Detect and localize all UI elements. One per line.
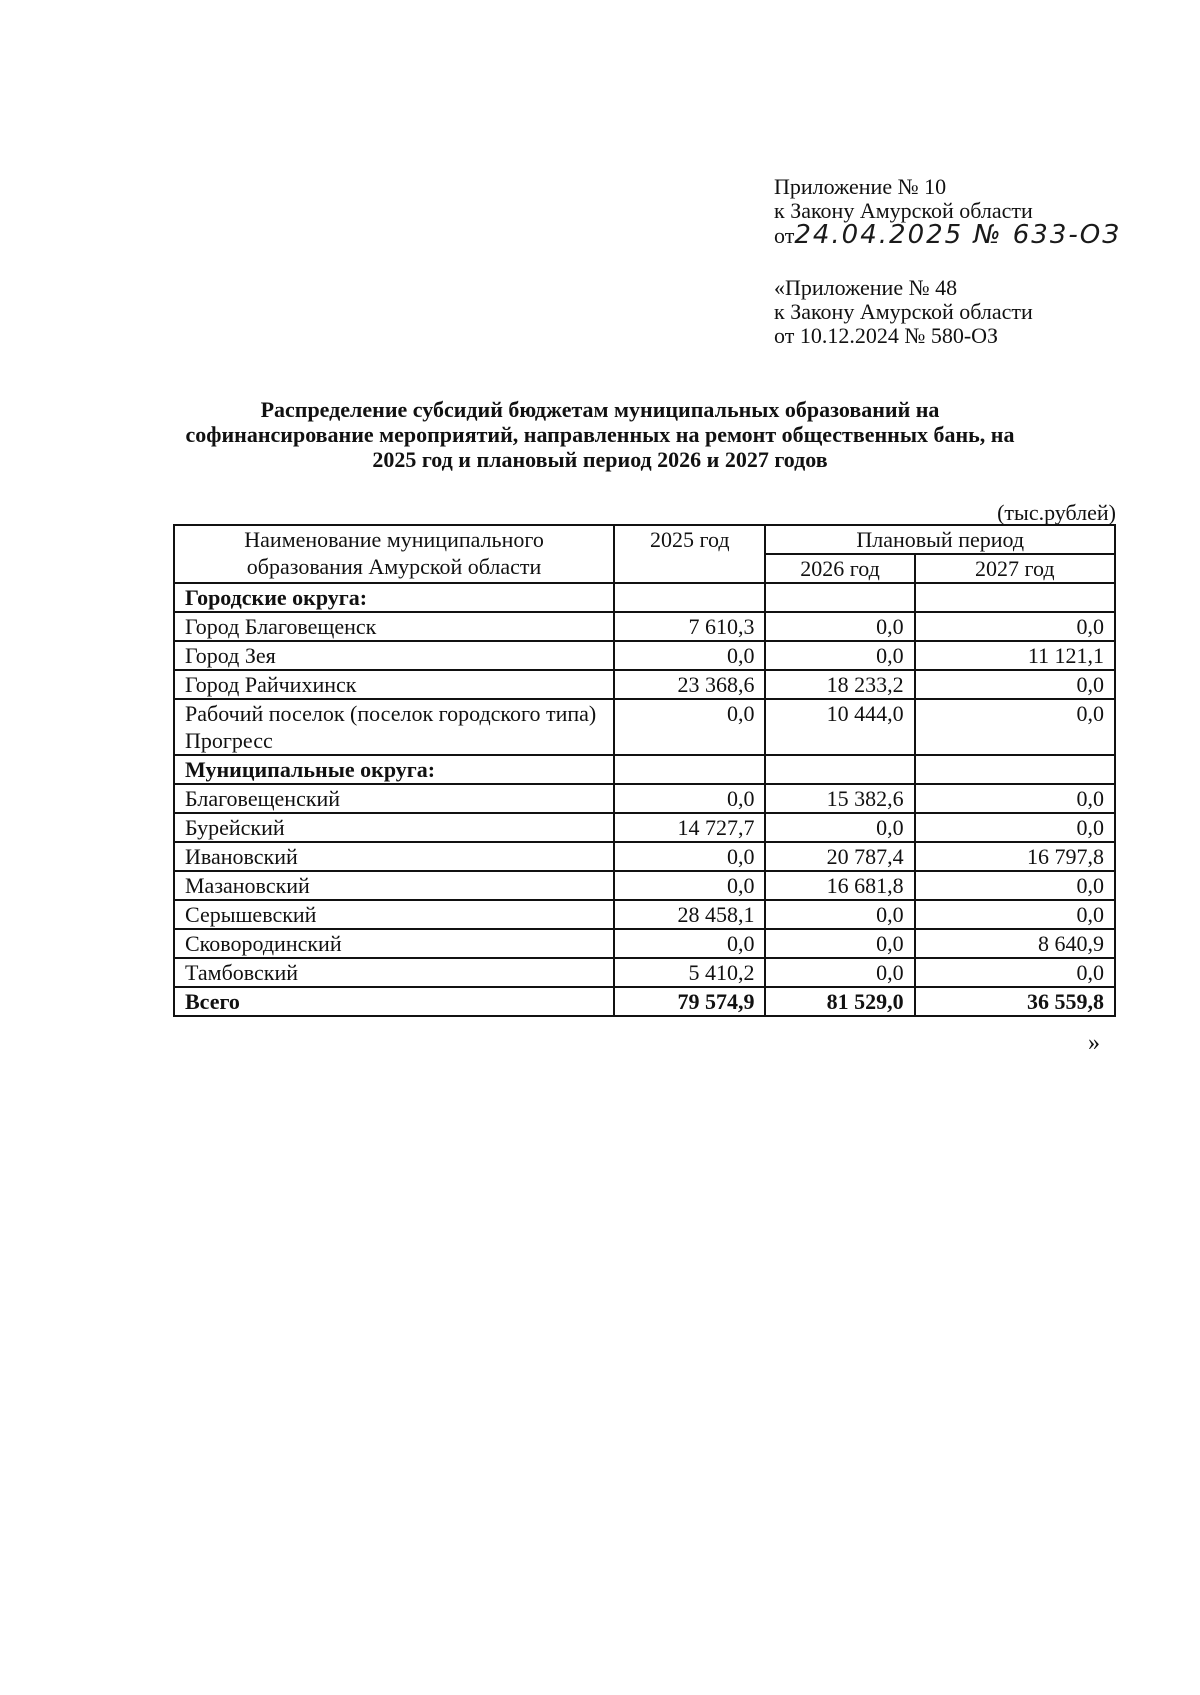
value-2027: 0,0 bbox=[915, 699, 1115, 755]
municipality-name: Город Райчихинск bbox=[174, 670, 614, 699]
municipality-name: Ивановский bbox=[174, 842, 614, 871]
value-2026: 18 233,2 bbox=[765, 670, 914, 699]
table-row bbox=[174, 929, 1115, 958]
total-row bbox=[174, 987, 1115, 1016]
appendix-date-prefix: от bbox=[774, 223, 795, 248]
value-2026: 0,0 bbox=[765, 900, 914, 929]
table-row bbox=[174, 813, 1115, 842]
appendix-law-reference: к Закону Амурской области bbox=[774, 198, 1033, 223]
title-line-3: 2025 год и плановый период 2026 и 2027 годов bbox=[372, 447, 828, 472]
table-row bbox=[174, 641, 1115, 670]
table-row bbox=[174, 612, 1115, 641]
table-row bbox=[174, 670, 1115, 699]
value-2025: 7 610,3 bbox=[614, 612, 765, 641]
header-year-2026: 2026 год bbox=[765, 554, 914, 583]
section-row bbox=[174, 755, 1115, 784]
total-2026: 81 529,0 bbox=[765, 987, 914, 1016]
value-2027: 11 121,1 bbox=[915, 641, 1115, 670]
value-2025: 14 727,7 bbox=[614, 813, 765, 842]
value-2026: 15 382,6 bbox=[765, 784, 914, 813]
section-empty-cell bbox=[915, 583, 1115, 612]
amended-appendix-number: «Приложение № 48 bbox=[774, 275, 958, 300]
appendix-number: Приложение № 10 bbox=[774, 174, 947, 199]
section-title: Городские округа: bbox=[174, 583, 614, 612]
municipality-name: Бурейский bbox=[174, 813, 614, 842]
municipality-name: Сковородинский bbox=[174, 929, 614, 958]
closing-quote: » bbox=[1088, 1030, 1100, 1056]
value-2025: 0,0 bbox=[614, 842, 765, 871]
value-2026: 0,0 bbox=[765, 641, 914, 670]
value-2026: 20 787,4 bbox=[765, 842, 914, 871]
value-2027: 0,0 bbox=[915, 612, 1115, 641]
value-2025: 0,0 bbox=[614, 871, 765, 900]
table-row bbox=[174, 699, 1115, 755]
value-2025: 28 458,1 bbox=[614, 900, 765, 929]
table-row bbox=[174, 871, 1115, 900]
section-empty-cell bbox=[765, 583, 914, 612]
value-2026: 0,0 bbox=[765, 929, 914, 958]
value-2025: 0,0 bbox=[614, 784, 765, 813]
value-2027: 0,0 bbox=[915, 670, 1115, 699]
municipality-name: Серышевский bbox=[174, 900, 614, 929]
municipality-name: Тамбовский bbox=[174, 958, 614, 987]
municipality-name: Благовещенский bbox=[174, 784, 614, 813]
value-2026: 0,0 bbox=[765, 612, 914, 641]
header-planned-period: Плановый период bbox=[765, 525, 1115, 554]
appendix-date-line bbox=[774, 220, 1121, 250]
municipality-name: Город Благовещенск bbox=[174, 612, 614, 641]
table-row bbox=[174, 784, 1115, 813]
title-line-1: Распределение субсидий бюджетам муниципальных образований на bbox=[260, 397, 940, 422]
value-2027: 0,0 bbox=[915, 958, 1115, 987]
table-row bbox=[174, 900, 1115, 929]
section-empty-cell bbox=[614, 755, 765, 784]
appendix-amended-reference bbox=[774, 276, 1033, 348]
value-2027: 0,0 bbox=[915, 900, 1115, 929]
value-2025: 5 410,2 bbox=[614, 958, 765, 987]
value-2026: 0,0 bbox=[765, 958, 914, 987]
amended-law-reference: к Закону Амурской области bbox=[774, 299, 1033, 324]
value-2025: 0,0 bbox=[614, 929, 765, 958]
table-row bbox=[174, 842, 1115, 871]
municipality-name: Мазановский bbox=[174, 871, 614, 900]
amended-date-number: от 10.12.2024 № 580-ОЗ bbox=[774, 323, 999, 348]
table-row bbox=[174, 958, 1115, 987]
header-year-2025: 2025 год bbox=[614, 525, 765, 583]
header-municipality-name: Наименование муниципального образования Амурской области bbox=[174, 525, 614, 583]
section-empty-cell bbox=[765, 755, 914, 784]
header-year-2027: 2027 год bbox=[915, 554, 1115, 583]
value-2026: 0,0 bbox=[765, 813, 914, 842]
value-2026: 16 681,8 bbox=[765, 871, 914, 900]
handwritten-date-number: 24.04.2025 № 633-ОЗ bbox=[794, 220, 1121, 250]
total-label: Всего bbox=[174, 987, 614, 1016]
value-2027: 8 640,9 bbox=[915, 929, 1115, 958]
document-title bbox=[150, 397, 1050, 472]
value-2026: 10 444,0 bbox=[765, 699, 914, 755]
municipality-name: Рабочий поселок (поселок городского типа) Прогресс bbox=[174, 699, 614, 755]
subsidy-table bbox=[173, 524, 1116, 1017]
value-2027: 0,0 bbox=[915, 784, 1115, 813]
value-2027: 0,0 bbox=[915, 871, 1115, 900]
section-row bbox=[174, 583, 1115, 612]
total-2027: 36 559,8 bbox=[915, 987, 1115, 1016]
value-2025: 0,0 bbox=[614, 699, 765, 755]
section-empty-cell bbox=[915, 755, 1115, 784]
value-2027: 16 797,8 bbox=[915, 842, 1115, 871]
section-title: Муниципальные округа: bbox=[174, 755, 614, 784]
municipality-name: Город Зея bbox=[174, 641, 614, 670]
section-empty-cell bbox=[614, 583, 765, 612]
appendix-current-reference bbox=[774, 175, 1121, 248]
total-2025: 79 574,9 bbox=[614, 987, 765, 1016]
value-2025: 23 368,6 bbox=[614, 670, 765, 699]
value-2025: 0,0 bbox=[614, 641, 765, 670]
table-header-row bbox=[174, 525, 1115, 554]
title-line-2: софинансирование мероприятий, направленных на ремонт общественных бань, на bbox=[185, 422, 1015, 447]
value-2027: 0,0 bbox=[915, 813, 1115, 842]
units-label: (тыс.рублей) bbox=[997, 500, 1116, 525]
